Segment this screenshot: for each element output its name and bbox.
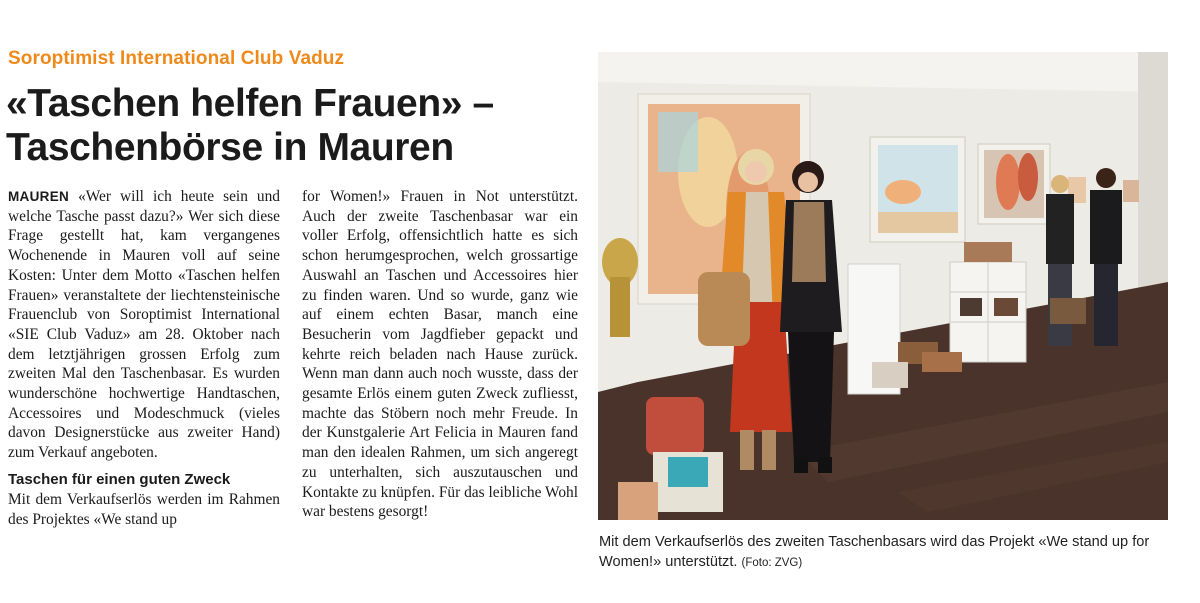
subheading: Taschen für einen guten Zweck [8,470,231,488]
headline-line-2: Taschenbörse in Mauren [6,126,454,169]
dateline: MAUREN [8,189,70,204]
headline [6,82,586,170]
caption-text: Mit dem Verkaufserlös des zweiten Taschenbasars wird das Projekt «We stand up for Women!» unterstützt. [599,534,1150,570]
gallery-photo [598,52,1168,520]
paragraph-2-continued: for Women!» Frauen in Not unterstützt. Auch der zweite Taschenbasar war ein voller Erfolg, offensichtlich hatte es sich schon herumgesprochen, welch grossartige Auswahl an Taschen und Accessoires hier zu finden waren. Und so wurde, ganz wie auf einem echten Basar, manch eine Besucherin vom Jagdfieber gepackt und kehrte reich beladen nach Hause zurück. Wenn man dann auch noch wusste, dass der gesamte Erlös einem guten Zweck zufliesst, machte das Stöbern noch mehr Freude. In der Kunstgalerie Art Felicia in Mauren fand man den idealen Rahmen, um sich angeregt zu unterhalten, sich auszutauschen und Kontakte zu knüpfen. Für das leibliche Wohl war bestens gesorgt! [302,188,578,521]
paragraph-1 [8,187,280,463]
photo-caption [599,532,1169,573]
photo-illustration [598,52,1168,520]
kicker: Soroptimist International Club Vaduz [8,48,345,69]
paragraph-1-text: «Wer will ich heute sein und welche Tasche passt dazu?» Wer sich diese Frage gestellt hat, kam vergangenes Wochenende in Mauren voll auf seine Kosten: Unter dem Motto «Taschen helfen Frauen» veranstaltete der liechtensteinische Frauenclub von Soroptimist International «SIE Club Vaduz» am 28. Oktober nach dem letztjährigen grossen Erfolg zum zweiten Mal den Taschenbasar. Es wurden wunderschöne hochwertige Handtaschen, Accessoires und Modeschmuck (vieles davon Designerstücke aus zweiter Hand) zum Verkauf angeboten. [8,188,280,462]
photo-credit: (Foto: ZVG) [741,557,803,569]
article-column-2 [302,187,578,522]
article-column-1 [8,187,280,529]
paragraph-2-start: Mit dem Verkaufserlös werden im Rahmen des Projektes «We stand up [8,490,280,528]
headline-line-1: «Taschen helfen Frauen» – [6,82,494,125]
